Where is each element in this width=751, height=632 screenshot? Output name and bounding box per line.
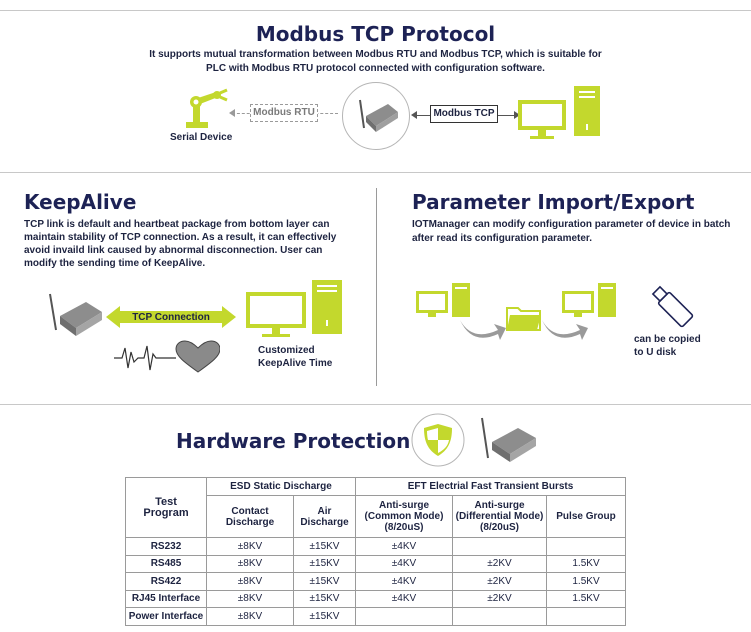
row-name: RJ45 Interface [126,590,207,608]
modbus-desc-line1: It supports mutual transformation between Modbus RTU and Modbus TCP, which is suitable for [149,49,602,60]
param-desc-line2: after read its configuration parameter. [412,233,593,244]
pulse-group-header: Pulse Group [547,496,626,538]
keepalive-desc-line3: avoid invaild link caused by abnormal disconnection. User can [24,245,323,256]
modbus-title: Modbus TCP Protocol [255,22,496,46]
tcp-connection-label: TCP Connection [132,312,210,323]
table-row [126,538,626,556]
keepalive-desc-line1: TCP link is default and heartbeat package from bottom layer can [24,219,330,230]
contact-value: ±8KV [207,590,294,608]
param-desc-line1: IOTManager can modify configuration parameter of device in batch [412,219,731,230]
air-value: ±15KV [294,538,356,556]
section2-divider [0,404,751,405]
pulse-value: 1.5KV [547,573,626,591]
row-name: RS422 [126,573,207,591]
keepalive-device-icon [44,290,108,340]
pulse-value [547,538,626,556]
hardware-device-icon [476,416,542,466]
pulse-value [547,608,626,626]
contact-value: ±8KV [207,573,294,591]
customized-line2: KeepAlive Time [258,358,333,369]
table-row [126,608,626,626]
heartbeat-icon [114,340,220,376]
common-mode-header: Anti-surge (Common Mode) (8/20uS) [356,496,453,538]
customized-line1: Customized [258,345,315,356]
vertical-divider [376,188,377,386]
param-title: Parameter Import/Export [412,190,695,214]
eft-header: EFT Electrial Fast Transient Bursts [356,478,626,496]
row-name: Power Interface [126,608,207,626]
contact-value: ±8KV [207,608,294,626]
usb-disk-icon [650,282,694,330]
shield-icon [410,412,466,468]
modbus-tcp-label: Modbus TCP [433,108,495,119]
row-name: RS485 [126,555,207,573]
target-computer-icon [562,283,618,321]
diff-value [453,608,547,626]
diff-value: ±2KV [453,590,547,608]
contact-value: ±8KV [207,538,294,556]
test-program-header: Test Program [126,478,207,538]
keepalive-title: KeepAlive [24,190,137,214]
keepalive-computer-icon [246,280,350,340]
diff-value: ±2KV [453,573,547,591]
common-value: ±4KV [356,555,453,573]
tcp-arrow-left-icon [411,111,417,119]
common-value: ±4KV [356,573,453,591]
robot-arm-icon [182,88,230,130]
modbus-desc-line2: PLC with Modbus RTU protocol connected with configuration software. [206,63,545,74]
common-value [356,608,453,626]
row-name: RS232 [126,538,207,556]
differential-mode-header: Anti-surge (Differential Mode) (8/20uS) [453,496,547,538]
udisk-label [634,333,701,359]
diff-value: ±2KV [453,555,547,573]
folder-icon [506,304,542,332]
udisk-line1: can be copied [634,334,701,345]
gateway-device-icon [352,94,402,138]
rtu-arrow-head-icon [229,109,235,117]
common-value: ±4KV [356,590,453,608]
contact-value: ±8KV [207,555,294,573]
hardware-title: Hardware Protection [176,429,411,453]
serial-device-label: Serial Device [170,132,233,143]
computer-icon [518,86,604,142]
curved-arrow-1-icon [458,316,508,344]
udisk-line2: to U disk [634,347,677,358]
table-row [126,590,626,608]
top-divider [0,10,751,11]
table-row [126,555,626,573]
air-value: ±15KV [294,555,356,573]
modbus-rtu-label: Modbus RTU [253,107,315,118]
pulse-value: 1.5KV [547,590,626,608]
air-value: ±15KV [294,590,356,608]
air-discharge-header: Air Discharge [294,496,356,538]
keepalive-desc-line2: maintain stability of TCP connection. As a result, it can effectively [24,232,337,243]
common-value: ±4KV [356,538,453,556]
esd-header: ESD Static Discharge [207,478,356,496]
customized-keepalive-label [258,344,332,370]
diff-value [453,538,547,556]
keepalive-desc-line4: modify the sending time of KeepAlive. [24,258,206,269]
air-value: ±15KV [294,573,356,591]
air-value: ±15KV [294,608,356,626]
pulse-value: 1.5KV [547,555,626,573]
section1-divider [0,172,751,173]
keepalive-desc [24,218,364,270]
table-row [126,573,626,591]
hardware-protection-table [125,477,626,626]
contact-discharge-header: Contact Discharge [207,496,294,538]
